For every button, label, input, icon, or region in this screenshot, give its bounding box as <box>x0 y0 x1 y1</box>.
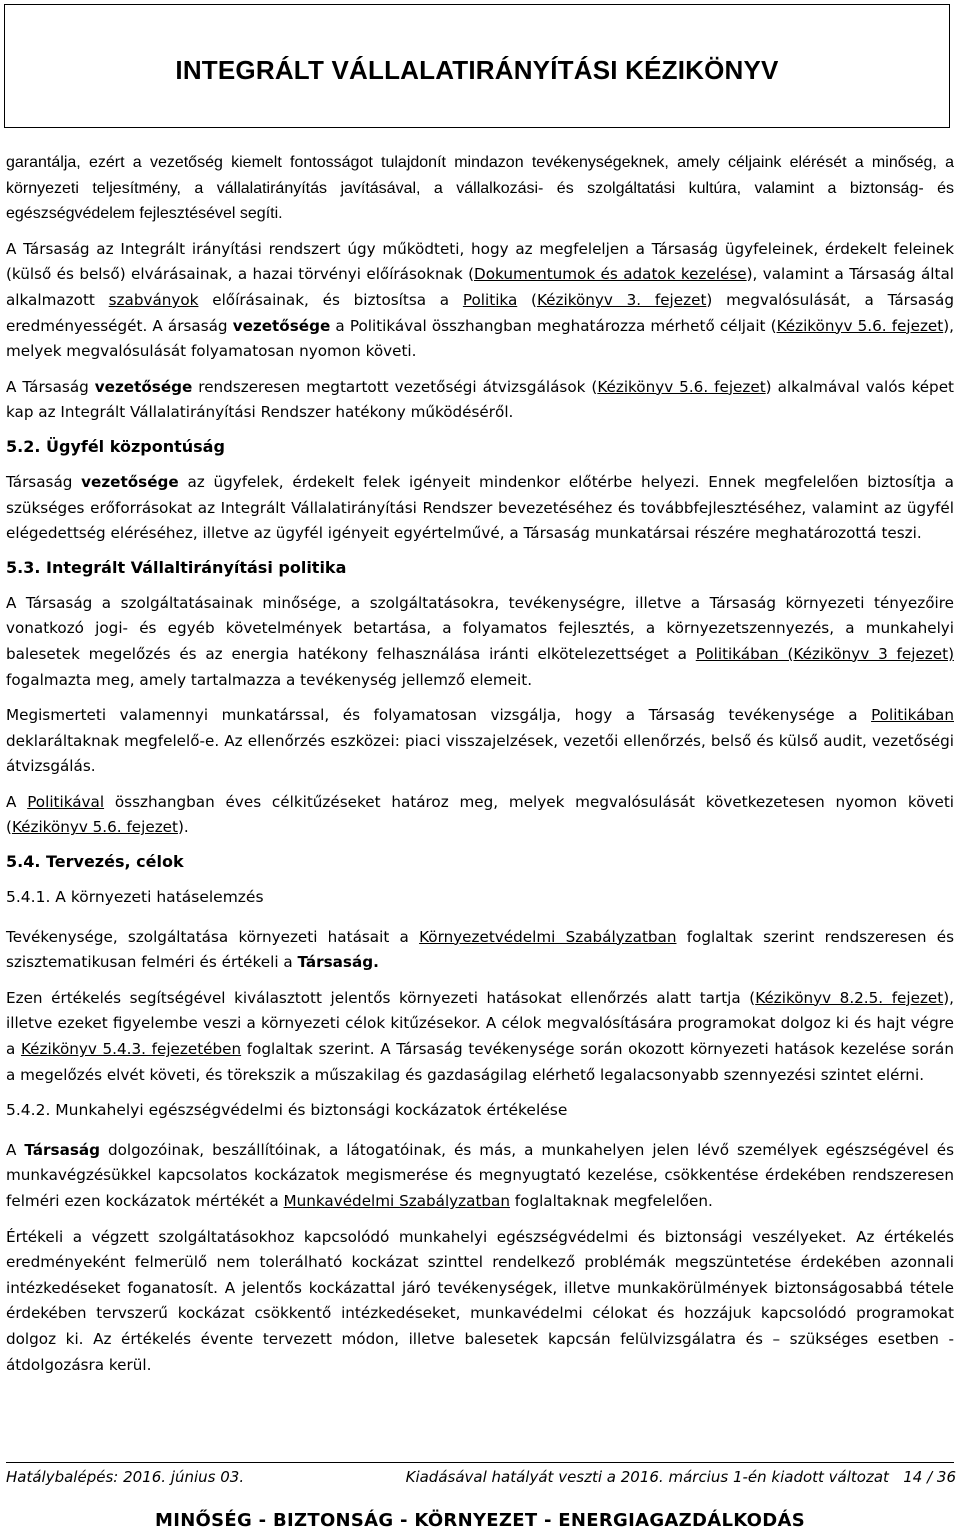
link-standards[interactable]: szabványok <box>108 290 199 309</box>
document-title: INTEGRÁLT VÁLLALATIRÁNYÍTÁSI KÉZIKÖNYV <box>175 55 779 85</box>
paragraph-intro: garantálja, ezért a vezetőség kiemelt fontosságot tulajdonít mindazon tevékenységeknek, amely céljaink elérését a minőség, a környezeti teljesítmény, a vállalatirányítás javításával, a vállalkozási- és szolgáltatási kultúra, valamint a biztonság- és egészségvédelem fejlesztésével segíti. <box>6 154 954 223</box>
link-safety-regulation[interactable]: Munkavédelmi Szabályzatban <box>283 1192 510 1210</box>
paragraph-management-review: A Társaság vezetősége rendszeresen megtartott vezetőségi átvizsgálások (Kézikönyv 5.6. fejezet) alkalmával valós képet kap az Integrált Vállalatirányítási Rendszer hatékony működéséről. <box>6 377 954 422</box>
paragraph-risk-assessment: A Társaság dolgozóinak, beszállítóinak, a látogatóinak, és más, a munkahelyen jelen lévő személyek egészségével és munkavégzésükkel kapcsolatos kockázatok megismerése és megnyugtató kezelése, csökkentése érdekében rendszeresen felméri ezen kockázatok mértékét a Munkavédelmi Szabályzatban foglaltaknak megfelelően. <box>6 1140 954 1210</box>
footer-effective-date: Hatálybalépés: 2016. június 03. <box>6 1468 245 1486</box>
paragraph-policy-commitment: A Társaság a szolgáltatásainak minősége, a szolgáltatásokra, tevékenységre, illetve a Társaság környezeti tényezőire vonatkozó jogi- és egyéb követelmények betartása, a folyamatos fejlesztés, a környezetszennyezés, a munkahelyi balesetek megelőzés és az energia hatékony felhasználása iránti elkötelezettséget a Politikában (Kézikönyv 3 fejezet) fogalmazta meg, amely tartalmazza a tevékenység jellemző elemeit. <box>6 593 954 689</box>
link-manual-5-6-review[interactable]: Kézikönyv 5.6. fejezet <box>597 377 766 396</box>
link-policy[interactable]: Politika <box>462 290 518 309</box>
paragraph-environmental-assessment: Tevékenysége, szolgáltatása környezeti hatásait a Környezetvédelmi Szabályzatban foglaltak szerint rendszeresen és szisztematikusan felméri és értékeli a Társaság. <box>6 927 954 972</box>
link-policy-declared[interactable]: Politikában <box>871 706 954 725</box>
document-body <box>6 150 954 1388</box>
paragraph-annual-objectives: A Politikával összhangban éves célkitűzéseket határoz meg, melyek megvalósulását következetesen nyomon követi (Kézikönyv 5.6. fejezet). <box>6 792 954 837</box>
paragraph-significant-impacts: Ezen értékelés segítségével kiválasztott jelentős környezeti hatásokat ellenőrzés alatt tartja (Kézikönyv 8.2.5. fejezet), illetve ezeket figyelembe veszi a környezeti célok kitűzésekor. A célok megvalósítására programokat dolgoz ki és hajt végre a Kézikönyv 5.4.3. fejezetében foglaltak szerint. A Társaság tevékenysége során okozott környezeti hatások kezelése során a megelőzés elvét követi, és törekszik a műszakilag és gazdaságilag elérhető legalacsonyabb szennyezési szintet elérni. <box>6 988 954 1084</box>
link-document-management[interactable]: Dokumentumok és adatok kezelése <box>474 265 747 284</box>
paragraph-system-operation: A Társaság az Integrált irányítási rendszert úgy működteti, hogy az megfeleljen a Társaság ügyfeleinek, érdekelt feleinek (külső és belső) elvárásainak, a hazai törvényi előírásoknak (Dokumentumok és adatok kezelése), valamint a Társaság által alkalmazott szabványok előírásainak, és biztosítsa a Politika (Kézikönyv 3. fejezet) megvalósulását, a Társaság eredményességét. A ársaság vezetősége a Politikával összhangban meghatározza mérhető céljait (Kézikönyv 5.6. fejezet), melyek megvalósulását folyamatosan nyomon követi. <box>6 239 955 361</box>
heading-5-4-1: 5.4.1. A környezeti hatáselemzés <box>6 888 264 907</box>
link-manual-5-4-3[interactable]: Kézikönyv 5.4.3. fejezetében <box>20 1040 242 1059</box>
footer-version-page: Kiadásával hatályát veszti a 2016. március 1-én kiadott változat 14 / 36 <box>405 1468 956 1486</box>
paragraph-hazard-evaluation: Értékeli a végzett szolgáltatásokhoz kapcsolódó munkahelyi egészségvédelmi és biztonsági veszélyeket. Az értékelés eredményeként felmerülő nem tolerálható kockázat szinttel rendelkező problémák megszüntetése érdekében azonnali intézkedéseket foganatosít. A jelentős kockázattal járó tevékenységek, illetve munkakörülmények biztonságosabbá tétele érdekében tervszerű kockázat csökkentő intézkedéseket, munkavédelmi célokat és hozzájuk kapcsolódó programokat dolgoz ki. Az értékelés évente tervezett módon, illetve balesetek kapcsán felülvizsgálatra és – szükséges esetben - átdolgozásra kerül. <box>6 1227 954 1374</box>
paragraph-customer-focus: Társaság vezetősége az ügyfelek, érdekelt felek igényeit mindenkor előtérbe helyezi. Ennek megfelelően biztosítja a szükséges erőforrásokat az Integrált Vállalatirányítási Rendszer bevezetéséhez és továbbfejlesztéséhez, valamint az ügyfél elégedettség eléréséhez, illetve az ügyfél igényeit egyértelművé, a Társaság munkatársai részére meghatározottá teszi. <box>6 472 954 543</box>
link-manual-chapter-3[interactable]: Kézikönyv 3. fejezet <box>536 290 707 309</box>
link-environmental-regulation[interactable]: Környezetvédelmi Szabályzatban <box>419 927 677 946</box>
heading-5-4-2: 5.4.2. Munkahelyi egészségvédelmi és biztonsági kockázatok értékelése <box>6 1101 568 1120</box>
footer-divider <box>6 1462 954 1463</box>
heading-5-2: 5.2. Ügyfél központúság <box>6 436 225 456</box>
link-manual-5-6-objectives[interactable]: Kézikönyv 5.6. fejezet <box>11 818 178 837</box>
heading-5-3: 5.3. Integrált Vállaltirányítási politika <box>6 557 347 577</box>
footer-slogan: MINŐSÉG - BIZTONSÁG - KÖRNYEZET - ENERGIAGAZDÁLKODÁS <box>154 1510 806 1531</box>
link-manual-5-6[interactable]: Kézikönyv 5.6. fejezet <box>776 316 944 335</box>
header-box <box>4 4 950 128</box>
link-policy-chapter-3[interactable]: Politikában (Kézikönyv 3 fejezet) <box>695 644 954 663</box>
heading-5-4: 5.4. Tervezés, célok <box>6 852 184 872</box>
paragraph-policy-review: Megismerteti valamennyi munkatárssal, és folyamatosan vizsgálja, hogy a Társaság tevékenysége a Politikában deklaráltaknak megfelelő-e. Az ellenőrzés eszközei: piaci visszajelzések, vezetői ellenőrzés, belső és külső audit, vezetőségi átvizsgálás. <box>6 706 954 776</box>
link-policy-objectives[interactable]: Politikával <box>27 792 105 811</box>
link-manual-8-2-5[interactable]: Kézikönyv 8.2.5. fejezet <box>755 988 944 1007</box>
